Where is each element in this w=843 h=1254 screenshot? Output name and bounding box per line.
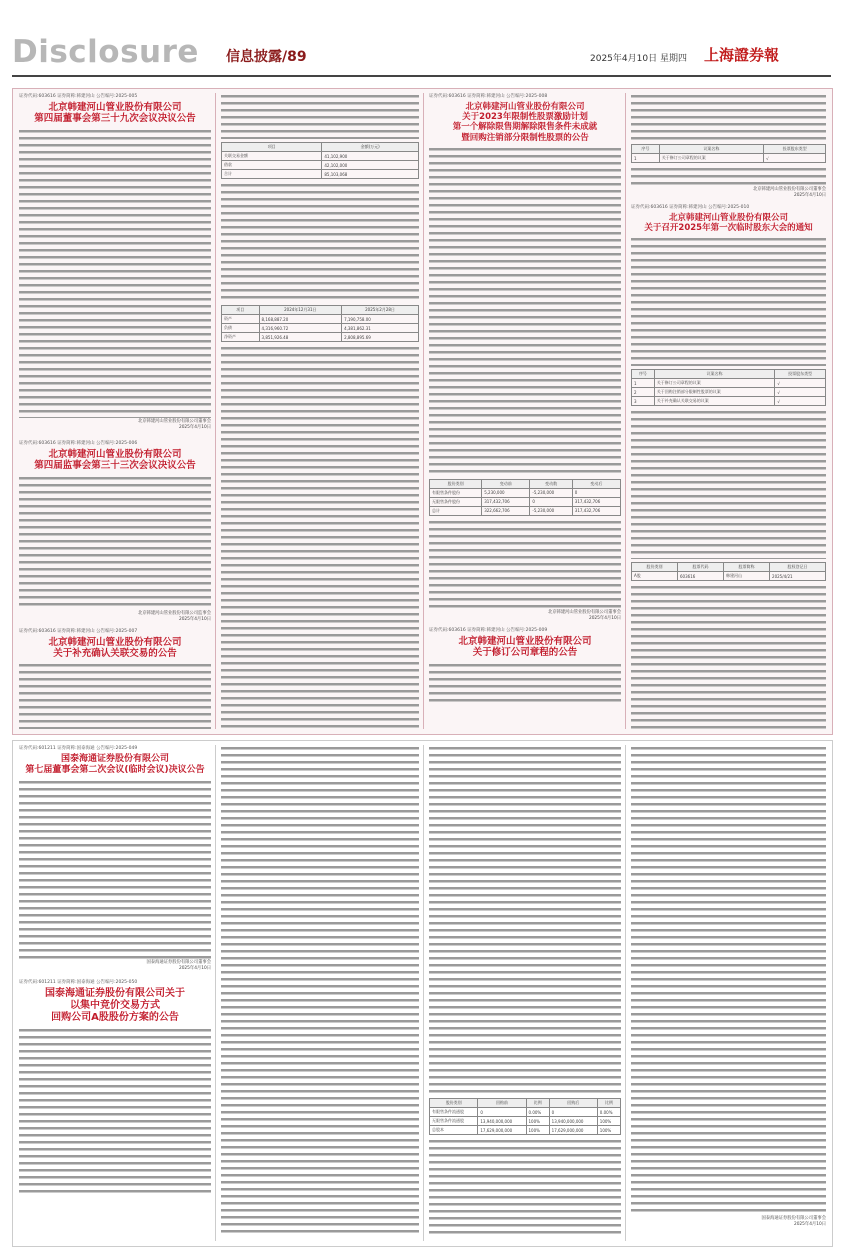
agenda-table: 序号 议案名称 投票股东类型 1 关于修订公司章程的议案 √ 2 关于回购注销部分限制性股票的议案 √ 3 关于补充确认关联交易的议案 √ <box>631 369 826 406</box>
bottom-announcement-panel <box>12 740 833 1247</box>
column-1 <box>19 745 211 1241</box>
notice-title: 国泰海通证券股份有限公司关于 以集中竞价交易方式 回购公司A股股份方案的公告 <box>45 987 185 1023</box>
top-announcement-panel <box>12 88 833 735</box>
notice-body <box>429 519 621 609</box>
column-3 <box>429 745 621 1241</box>
notice-body <box>429 662 621 702</box>
notice-signature: 北京韩建河山管业股份有限公司监事会 2025年4月10日 <box>137 610 211 622</box>
notice-title: 北京韩建河山管业股份有限公司 第四届董事会第三十九次会议决议公告 <box>34 102 196 125</box>
column-4 <box>631 745 826 1241</box>
notice-body <box>631 166 826 186</box>
notice-title: 北京韩建河山管业股份有限公司 关于修订公司章程的公告 <box>458 635 592 659</box>
notice-body <box>631 236 826 366</box>
notice-meta: 证券代码:603616 证券简称:韩建河山 公告编号:2025-010 <box>631 205 750 210</box>
column-2 <box>221 93 419 729</box>
notice-title: 北京韩建河山管业股份有限公司 第四届监事会第三十三次会议决议公告 <box>34 448 196 472</box>
notice-signature: 北京韩建河山管业股份有限公司董事会 2025年4月10日 <box>752 187 826 198</box>
notice-signature: 北京韩建河山管业股份有限公司董事会 2025年4月10日 <box>547 609 621 621</box>
section-title: 信息披露/89 <box>226 49 307 65</box>
notice-body <box>631 584 826 729</box>
notice-meta: 证券代码:603616 证券简称:韩建河山 公告编号:2025-009 <box>429 627 548 633</box>
column-divider <box>215 745 216 1241</box>
notice-body <box>19 1027 211 1197</box>
notice-title: 国泰海通证券股份有限公司 第七届董事会第二次会议(临时会议)决议公告 <box>25 754 205 775</box>
notice-title: 北京韩建河山管业股份有限公司 关于补充确认关联交易的公告 <box>48 636 182 659</box>
column-2 <box>221 745 419 1241</box>
share-change-table: 股份类别 变动前 变动数 变动后 有限售条件股份 5,230,000 -5,230,000 0 无限售条件股份 317,432,706 0 317,432,706 总计 322,662,706 -5,230,000 317,432,706 <box>429 479 621 516</box>
notice-meta: 证券代码:601211 证券简称:国泰海通 公告编号:2025-050 <box>19 979 138 985</box>
registration-table: 股份类别 股票代码 股票简称 股权登记日 A股 603616 韩建河山 2025/4/21 <box>631 562 826 581</box>
notice-body <box>429 146 621 476</box>
notice-body <box>19 128 211 418</box>
masthead <box>0 0 843 82</box>
notice-body <box>221 745 419 1233</box>
notice-body <box>429 1138 621 1238</box>
column-divider <box>423 745 424 1241</box>
newspaper-logo: 上海證券報 <box>704 46 780 64</box>
motion-table: 序号 议案名称 投票股东类型 1 关于修订公司章程的议案 √ <box>631 144 826 163</box>
header-divider <box>12 75 831 77</box>
notice-body <box>19 779 211 959</box>
column-divider <box>625 93 626 729</box>
section-brand: Disclosure <box>12 34 199 70</box>
share-structure-table: 股份类别 回购前 比例 回购后 比例 有限售条件流通股 0 0.00% 0 0.00% 无限售条件流通股 13,940,000,000 100% 13,940,000,000 100% 总股本 17,629,000,000 100% 17,629,000,000 100% <box>429 1098 621 1135</box>
notice-signature: 国泰海通证券股份有限公司董事会 2025年4月10日 <box>761 1216 826 1227</box>
notice-body <box>631 93 826 141</box>
notice-body <box>631 745 826 1215</box>
notice-body <box>221 93 419 139</box>
notice-meta: 证券代码:603616 证券简称:韩建河山 公告编号:2025-007 <box>19 628 138 634</box>
issue-date: 2025年4月10日 星期四 <box>590 54 687 64</box>
column-divider <box>423 93 424 729</box>
notice-meta: 证券代码:603616 证券简称:韩建河山 公告编号:2025-008 <box>429 94 548 99</box>
notice-title: 北京韩建河山管业股份有限公司 关于召开2025年第一次临时股东大会的通知 <box>644 213 813 234</box>
column-4 <box>631 93 826 729</box>
notice-body <box>221 182 419 302</box>
notice-signature: 北京韩建河山管业股份有限公司董事会 2025年4月10日 <box>137 418 211 430</box>
column-divider <box>625 745 626 1241</box>
column-divider <box>215 93 216 729</box>
notice-body <box>631 409 826 559</box>
column-3 <box>429 93 621 729</box>
notice-signature: 国泰海通证券股份有限公司董事会 2025年4月10日 <box>146 959 211 971</box>
financial-table: 项目 金额(万元) 关联交易金额 41,102,900 借款 42,102,000 合计 85,103,068 <box>221 142 419 179</box>
notice-body <box>429 745 621 1095</box>
balance-table: 项目 2024年12月31日 2025年2月28日 资产 8,168,887.20 7,190,758.00 负债 4,316,960.72 4,381,862.31 净资产 3,851,926.48 2,808,895.69 <box>221 305 419 342</box>
notice-title: 北京韩建河山管业股份有限公司 关于2023年限制性股票激励计划 第一个解除限售期解除限售条件未成就 暨回购注销部分限制性股票的公告 <box>452 102 598 143</box>
notice-meta: 证券代码:603616 证券简称:韩建河山 公告编号:2025-005 <box>19 94 138 99</box>
notice-meta: 证券代码:601211 证券简称:国泰海通 公告编号:2025-049 <box>19 746 138 751</box>
column-1 <box>19 93 211 729</box>
notice-body <box>19 662 211 729</box>
notice-body <box>221 345 419 729</box>
notice-meta: 证券代码:603616 证券简称:韩建河山 公告编号:2025-006 <box>19 440 138 446</box>
notice-body <box>19 475 211 610</box>
